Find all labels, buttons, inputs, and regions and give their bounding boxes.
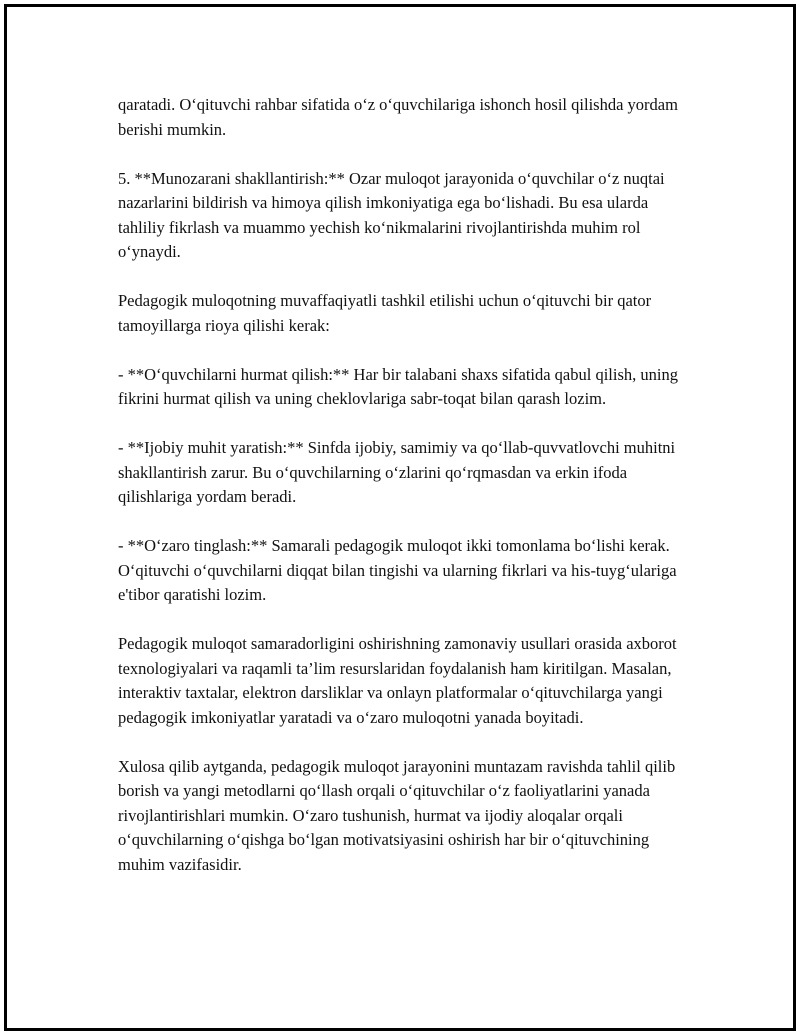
paragraph-conclusion: Xulosa qilib aytganda, pedagogik muloqot jarayonini muntazam ravishda tahlil qilib borish va yangi metodlarni qo‘llash orqali o‘qituvchilar o‘z faoliyatlarini yanada rivojlantirishlari mumkin. O‘zaro tushunish, hurmat va ijodiy aloqalar orqali o‘quvchilarning o‘qishga bo‘lgan motivatsiyasini oshirish har bir o‘qituvchining muhim vazifasidir.	[118, 756, 676, 874]
document-body	[118, 93, 698, 902]
paragraph-principle-positive-environment: - **Ijobiy muhit yaratish:** Sinfda ijobiy, samimiy va qo‘llab-quvvatlovchi muhitni shakllantirish zarur. Bu o‘quvchilarning o‘zlarini qo‘rqmasdan va erkin ifoda qilishlariga yordam beradi.	[118, 438, 676, 506]
paragraph-intro-continuation: qaratadi. O‘qituvchi rahbar sifatida o‘z o‘quvchilariga ishonch hosil qilishda yordam berishi mumkin.	[118, 95, 678, 139]
paragraph-point-5: 5. **Munozarani shakllantirish:** Ozar muloqot jarayonida o‘quvchilar o‘z nuqtai nazarlarini bildirish va himoya qilish imkoniyatiga ega bo‘lishadi. Bu esa ularda tahliliy fikrlash va muammo yechish ko‘nikmalarini rivojlantirishda muhim rol o‘ynaydi.	[118, 168, 665, 261]
paragraph-modern-methods: Pedagogik muloqot samaradorligini oshirishning zamonaviy usullari orasida axborot texnologiyalari va raqamli ta’lim resurslaridan foydalanish ham kiritilgan. Masalan, interaktiv taxtalar, elektron darsliklar va onlayn platformalar o‘qituvchilarga yangi pedagogik imkoniyatlar yaratadi va o‘zaro muloqotni yanada boyitadi.	[118, 634, 677, 727]
paragraph-principles-intro: Pedagogik muloqotning muvaffaqiyatli tashkil etilishi uchun o‘qituvchi bir qator tamoyillarga rioya qilishi kerak:	[118, 291, 652, 335]
paragraph-principle-respect: - **O‘quvchilarni hurmat qilish:** Har bir talabani shaxs sifatida qabul qilish, uning fikrini hurmat qilish va uning cheklovlariga sabr-toqat bilan qarash lozim.	[118, 364, 678, 408]
paragraph-principle-listening: - **O‘zaro tinglash:** Samarali pedagogik muloqot ikki tomonlama bo‘lishi kerak. O‘qituvchi o‘quvchilarni diqqat bilan tingishi va ularning fikrlari va his-tuyg‘ulariga e'tibor qaratishi lozim.	[118, 536, 677, 604]
